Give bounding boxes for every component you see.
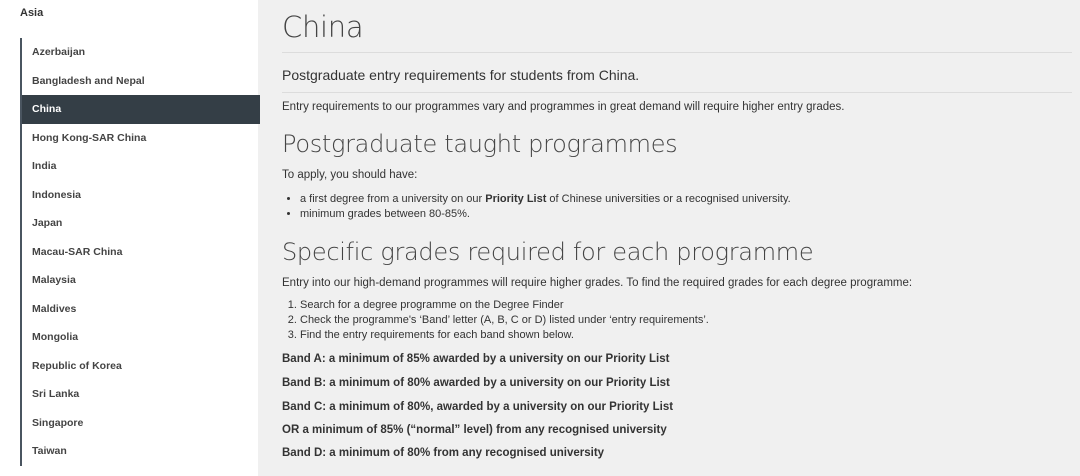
sidebar-heading[interactable]: Asia <box>20 7 44 19</box>
sidebar-item-india[interactable]: India <box>32 160 57 172</box>
band-d: Band D: a minimum of 80% from any recognised university <box>282 447 605 459</box>
list-item: • minimum grades between 80-85%. <box>300 207 791 222</box>
band-c-alt: OR a minimum of 85% (“normal” level) from any recognised university <box>282 424 667 436</box>
sidebar-item-bangladesh-and-nepal[interactable]: Bangladesh and Nepal <box>32 74 145 87</box>
intro-text: Entry requirements to our programmes vary and programmes in great demand will require higher entry grades. <box>282 101 845 113</box>
title-divider <box>282 52 1072 53</box>
priority-list-link[interactable]: Priority List <box>485 193 547 205</box>
sidebar-item-malaysia[interactable]: Malaysia <box>32 274 76 286</box>
taught-bullets <box>282 192 791 222</box>
taught-heading: Postgraduate taught programmes <box>282 130 678 158</box>
page-title: China <box>282 10 364 44</box>
sidebar-item-japan[interactable]: Japan <box>32 217 63 229</box>
page-subtitle: Postgraduate entry requirements for students from China. <box>282 67 640 83</box>
specific-steps <box>282 298 709 343</box>
band-c: Band C: a minimum of 80%, awarded by a university on our Priority List <box>282 401 674 413</box>
sidebar-item-taiwan[interactable]: Taiwan <box>32 445 67 457</box>
intro-divider <box>282 92 1072 93</box>
sidebar-item-china[interactable]: China <box>22 95 260 124</box>
sidebar <box>0 0 258 476</box>
bullet1-post: of Chinese universities or a recognised university. <box>546 193 791 205</box>
sidebar-item-sri-lanka[interactable]: Sri Lanka <box>32 388 80 400</box>
specific-heading: Specific grades required for each programme <box>282 238 814 266</box>
band-a: Band A: a minimum of 85% awarded by a university on our Priority List <box>282 353 670 365</box>
sidebar-item-singapore[interactable]: Singapore <box>32 416 84 429</box>
sidebar-item-azerbaijan[interactable]: Azerbaijan <box>32 46 86 58</box>
list-item: 1. Search for a degree programme on the Degree Finder <box>300 298 709 313</box>
list-item <box>300 192 791 207</box>
sidebar-item-mongolia[interactable]: Mongolia <box>32 331 79 343</box>
sidebar-item-hong-kong[interactable]: Hong Kong-SAR China <box>32 131 147 144</box>
taught-lead: To apply, you should have: <box>282 169 418 181</box>
sidebar-item-maldives[interactable]: Maldives <box>32 302 77 315</box>
band-b: Band B: a minimum of 80% awarded by a university on our Priority List <box>282 377 670 389</box>
list-item: 2. Check the programme's ‘Band’ letter (A, B, C or D) listed under ‘entry requirements’. <box>300 313 709 328</box>
sidebar-item-republic-of-korea[interactable]: Republic of Korea <box>32 359 122 372</box>
sidebar-item-indonesia[interactable]: Indonesia <box>32 188 82 201</box>
main-content <box>282 0 1072 476</box>
specific-lead: Entry into our high-demand programmes will require higher grades. To find the required grades for each degree programme: <box>282 277 913 289</box>
sidebar-item-macau[interactable]: Macau-SAR China <box>32 245 123 258</box>
sidebar-list <box>20 38 260 466</box>
list-item: 3. Find the entry requirements for each band shown below. <box>300 328 709 343</box>
bullet1-pre: a first degree from a university on our <box>300 193 486 205</box>
